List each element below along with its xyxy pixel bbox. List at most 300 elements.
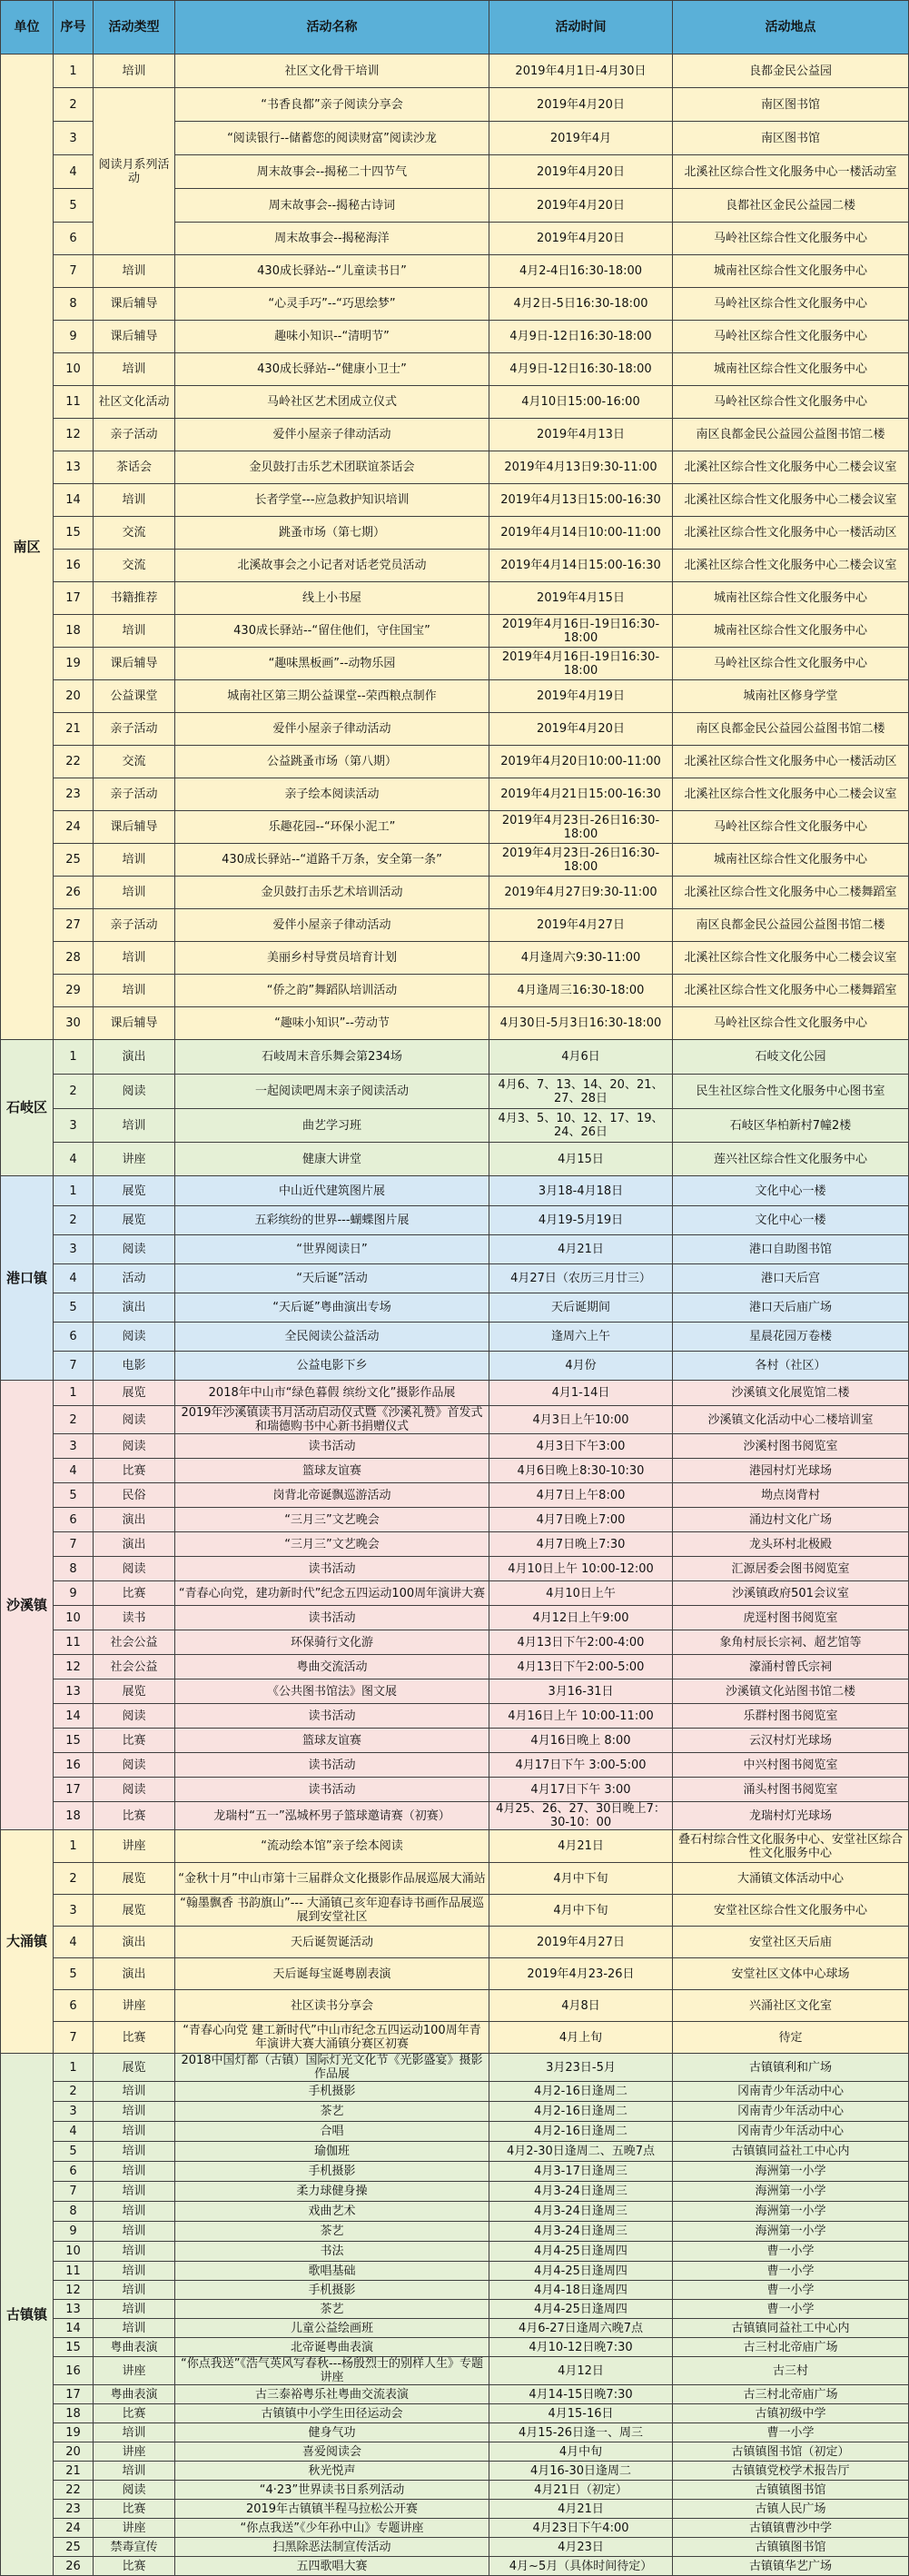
row-number-cell: 13 — [54, 451, 94, 484]
table-row — [1, 2357, 909, 2385]
activity-name-cell: 公益电影下乡 — [175, 1352, 489, 1381]
activity-location-cell: 南区良都金民公益园公益图书馆二楼 — [673, 713, 909, 746]
row-number-cell: 20 — [54, 2442, 94, 2462]
row-number-cell: 24 — [54, 2519, 94, 2538]
activity-name-cell: 430成长驿站--“健康小卫士” — [175, 353, 489, 386]
row-number-cell: 16 — [54, 1753, 94, 1778]
table-row — [1, 2262, 909, 2281]
activity-time-cell: 2019年4月14日10:00-11:00 — [489, 517, 673, 550]
activity-type-cell: 培训 — [94, 255, 175, 288]
activity-time-cell: 2019年4月27日9:30-11:00 — [489, 877, 673, 909]
row-number-cell: 12 — [54, 419, 94, 451]
activity-name-cell: “你点我送”《少年孙中山》专题讲座 — [175, 2519, 489, 2538]
activity-time-cell: 2019年4月20日 — [489, 713, 673, 746]
activity-name-cell: 岗背北帝诞飘巡游活动 — [175, 1483, 489, 1508]
activity-time-cell: 4月6日晚上8:30-10:30 — [489, 1459, 673, 1483]
activity-location-cell: 古镇镇华艺广场 — [673, 2557, 909, 2576]
row-number-cell: 15 — [54, 517, 94, 550]
activity-time-cell: 4月27日（农历三月廿三） — [489, 1264, 673, 1293]
row-number-cell: 3 — [54, 1895, 94, 1927]
activity-location-cell: 待定 — [673, 2022, 909, 2054]
row-number-cell: 16 — [54, 2357, 94, 2385]
activity-type-cell: 培训 — [94, 975, 175, 1007]
activity-location-cell: 海洲第一小学 — [673, 2222, 909, 2242]
row-number-cell: 1 — [54, 2054, 94, 2082]
activity-time-cell: 4月1-14日 — [489, 1381, 673, 1406]
row-number-cell: 9 — [54, 1581, 94, 1606]
activity-location-cell: 城南社区综合性文化服务中心 — [673, 615, 909, 648]
table-row — [1, 1176, 909, 1206]
activity-type-cell: 亲子活动 — [94, 419, 175, 451]
activity-time-cell: 2019年4月1日-4月30日 — [489, 54, 673, 88]
row-number-cell: 24 — [54, 811, 94, 844]
activity-name-cell: 2018中国灯都（古镇）国际灯光文化节《光影盛宴》摄影作品展 — [175, 2054, 489, 2082]
activity-time-cell: 4月6、7、13、14、20、21、27、28日 — [489, 1075, 673, 1109]
activity-time-cell: 4月21日（初定） — [489, 2481, 673, 2500]
activity-name-cell: 古镇镇中小学生田径运动会 — [175, 2404, 489, 2423]
row-number-cell: 21 — [54, 713, 94, 746]
table-row — [1, 2222, 909, 2242]
row-number-cell: 13 — [54, 1679, 94, 1704]
table-row — [1, 451, 909, 484]
row-number-cell: 4 — [54, 1264, 94, 1293]
activity-location-cell: 北溪社区综合性文化服务中心二楼会议室 — [673, 942, 909, 975]
row-number-cell: 1 — [54, 1040, 94, 1075]
activity-name-cell: “你点我送”《浩气英风写春秋---杨殷烈士的别样人生》专题讲座 — [175, 2357, 489, 2385]
row-number-cell: 26 — [54, 2557, 94, 2576]
activity-type-cell: 阅读 — [94, 1557, 175, 1581]
activity-type-cell: 亲子活动 — [94, 778, 175, 811]
activity-name-cell: 粤曲交流活动 — [175, 1655, 489, 1679]
row-number-cell: 5 — [54, 2142, 94, 2162]
activity-type-cell: 讲座 — [94, 2442, 175, 2462]
activity-location-cell: 冈南青少年活动中心 — [673, 2102, 909, 2122]
activity-time-cell: 4月中下旬 — [489, 1895, 673, 1927]
activity-name-cell: 合唱 — [175, 2122, 489, 2142]
activity-type-cell: 培训 — [94, 2242, 175, 2262]
activity-location-cell: 北溪社区综合性文化服务中心二楼会议室 — [673, 778, 909, 811]
row-number-cell: 2 — [54, 88, 94, 122]
activity-name-cell: 读书活动 — [175, 1434, 489, 1459]
activity-name-cell: 天后诞贺诞活动 — [175, 1927, 489, 1958]
activity-name-cell: “流动绘本馆”亲子绘本阅读 — [175, 1830, 489, 1863]
activity-location-cell: 古镇镇图书馆（初定） — [673, 2442, 909, 2462]
row-number-cell: 16 — [54, 550, 94, 582]
activity-type-cell: 演出 — [94, 1508, 175, 1532]
activity-location-cell: 港口自助图书馆 — [673, 1235, 909, 1264]
table-row — [1, 2082, 909, 2102]
activity-name-cell: “侨之韵”舞蹈队培训活动 — [175, 975, 489, 1007]
activity-location-cell: 莲兴社区综合性文化服务中心 — [673, 1143, 909, 1176]
table-row — [1, 1007, 909, 1040]
activity-type-cell: 社会公益 — [94, 1630, 175, 1655]
activity-time-cell: 4月10日上午 10:00-12:00 — [489, 1557, 673, 1581]
table-row — [1, 2281, 909, 2300]
activity-name-cell: 马岭社区艺术团成立仪式 — [175, 386, 489, 419]
activity-name-cell: 430成长驿站--“留住他们，守住国宝” — [175, 615, 489, 648]
activity-type-cell: 交流 — [94, 550, 175, 582]
activity-type-cell: 社会公益 — [94, 1655, 175, 1679]
activity-name-cell: 爱伴小屋亲子律动活动 — [175, 419, 489, 451]
row-number-cell: 1 — [54, 54, 94, 88]
activity-name-cell: 手机摄影 — [175, 2082, 489, 2102]
activity-type-cell: 阅读 — [94, 2481, 175, 2500]
activity-time-cell: 4月19-5月19日 — [489, 1206, 673, 1235]
row-number-cell: 18 — [54, 1802, 94, 1830]
activity-name-cell: 柔力球健身操 — [175, 2182, 489, 2202]
activity-time-cell: 2019年4月23日-26日16:30-18:00 — [489, 811, 673, 844]
row-number-cell: 9 — [54, 2222, 94, 2242]
row-number-cell: 26 — [54, 877, 94, 909]
row-number-cell: 7 — [54, 1352, 94, 1381]
activity-time-cell: 4月16日晚上 8:00 — [489, 1729, 673, 1753]
row-number-cell: 4 — [54, 1459, 94, 1483]
activity-name-cell: 环保骑行文化游 — [175, 1630, 489, 1655]
table-row — [1, 1729, 909, 1753]
activity-type-cell: 展览 — [94, 1679, 175, 1704]
activity-time-cell: 4月21日 — [489, 1235, 673, 1264]
activity-time-cell: 4月7日晚上7:00 — [489, 1508, 673, 1532]
activity-location-cell: 古镇镇同益社工中心内 — [673, 2142, 909, 2162]
table-row — [1, 942, 909, 975]
activity-type-cell: 演出 — [94, 1293, 175, 1323]
row-number-cell: 15 — [54, 1729, 94, 1753]
table-row — [1, 1557, 909, 1581]
activity-type-cell: 民俗 — [94, 1483, 175, 1508]
activity-time-cell: 2019年4月23日-26日16:30-18:00 — [489, 844, 673, 877]
activity-time-cell: 4月21日 — [489, 1830, 673, 1863]
activity-location-cell: 坳点岗背村 — [673, 1483, 909, 1508]
row-number-cell: 3 — [54, 2102, 94, 2122]
activity-location-cell: 文化中心一楼 — [673, 1206, 909, 1235]
table-row — [1, 1075, 909, 1109]
header-unit: 单位 — [1, 1, 54, 54]
activity-location-cell: 汇源居委会图书阅览室 — [673, 1557, 909, 1581]
table-row — [1, 1434, 909, 1459]
activity-type-cell: 茶话会 — [94, 451, 175, 484]
table-row — [1, 255, 909, 288]
table-row — [1, 2385, 909, 2404]
table-row — [1, 1143, 909, 1176]
activity-name-cell: 瑜伽班 — [175, 2142, 489, 2162]
activity-time-cell: 4月16日上午 10:00-11:00 — [489, 1704, 673, 1729]
activity-location-cell: 城南社区修身学堂 — [673, 680, 909, 713]
table-row — [1, 550, 909, 582]
activity-time-cell: 3月23日-5月 — [489, 2054, 673, 2082]
activity-type-cell: 培训 — [94, 2423, 175, 2442]
activity-name-cell: 公益跳蚤市场（第八期） — [175, 746, 489, 778]
activity-location-cell: 北溪社区综合性文化服务中心二楼舞蹈室 — [673, 877, 909, 909]
activity-type-cell: 阅读月系列活动 — [94, 88, 175, 255]
unit-cell: 古镇镇 — [1, 2054, 54, 2576]
activity-time-cell: 4月10日上午 — [489, 1581, 673, 1606]
activity-type-cell: 培训 — [94, 2222, 175, 2242]
activity-location-cell: 安堂社区综合性文化服务中心 — [673, 1895, 909, 1927]
unit-cell: 南区 — [1, 54, 54, 1040]
activity-type-cell: 阅读 — [94, 1778, 175, 1802]
activity-name-cell: 读书活动 — [175, 1557, 489, 1581]
activity-type-cell: 社区文化活动 — [94, 386, 175, 419]
table-row — [1, 746, 909, 778]
activity-name-cell: “天后诞”活动 — [175, 1264, 489, 1293]
row-number-cell: 7 — [54, 2022, 94, 2054]
table-row — [1, 353, 909, 386]
activity-time-cell: 4月7日上午8:00 — [489, 1483, 673, 1508]
table-row — [1, 648, 909, 680]
activity-time-cell: 4月2日-5日16:30-18:00 — [489, 288, 673, 321]
table-row — [1, 975, 909, 1007]
activity-time-cell: 4月4-25日逢周四 — [489, 2242, 673, 2262]
activity-type-cell: 课后辅导 — [94, 288, 175, 321]
activity-type-cell: 培训 — [94, 2162, 175, 2182]
row-number-cell: 21 — [54, 2462, 94, 2481]
activity-time-cell: 4月13日下午2:00-5:00 — [489, 1655, 673, 1679]
activity-time-cell: 4月17日下午 3:00 — [489, 1778, 673, 1802]
activity-time-cell: 4月4-25日逢周四 — [489, 2262, 673, 2281]
table-row — [1, 1323, 909, 1352]
table-row — [1, 1352, 909, 1381]
activity-time-cell: 4月份 — [489, 1352, 673, 1381]
row-number-cell: 3 — [54, 1109, 94, 1143]
activity-type-cell: 课后辅导 — [94, 1007, 175, 1040]
activity-type-cell: 培训 — [94, 844, 175, 877]
table-row — [1, 2538, 909, 2557]
table-row — [1, 1895, 909, 1927]
activity-name-cell: 《公共图书馆法》图文展 — [175, 1679, 489, 1704]
table-row — [1, 1459, 909, 1483]
activity-location-cell: 马岭社区综合性文化服务中心 — [673, 223, 909, 255]
activity-location-cell: 港口天后宫 — [673, 1264, 909, 1293]
activity-name-cell: 五四歌唱大赛 — [175, 2557, 489, 2576]
table-row — [1, 54, 909, 88]
row-number-cell: 6 — [54, 1508, 94, 1532]
activity-time-cell: 4月2-4日16:30-18:00 — [489, 255, 673, 288]
activity-name-cell: “世界阅读日” — [175, 1235, 489, 1264]
activity-location-cell: 海洲第一小学 — [673, 2202, 909, 2222]
header-row — [1, 1, 909, 54]
header-activity-name: 活动名称 — [175, 1, 489, 54]
activity-location-cell: 古三村北帝庙广场 — [673, 2385, 909, 2404]
table-row — [1, 2557, 909, 2576]
row-number-cell: 2 — [54, 1863, 94, 1895]
activity-name-cell: 书法 — [175, 2242, 489, 2262]
table-row — [1, 2338, 909, 2357]
row-number-cell: 2 — [54, 1075, 94, 1109]
header-activity-time: 活动时间 — [489, 1, 673, 54]
activity-location-cell: 乐群村图书阅览室 — [673, 1704, 909, 1729]
activity-time-cell: 4月12日上午9:00 — [489, 1606, 673, 1630]
activity-name-cell: 线上小书屋 — [175, 582, 489, 615]
activity-location-cell: 马岭社区综合性文化服务中心 — [673, 648, 909, 680]
row-number-cell: 17 — [54, 2385, 94, 2404]
row-number-cell: 10 — [54, 1606, 94, 1630]
activity-type-cell: 培训 — [94, 353, 175, 386]
row-number-cell: 4 — [54, 1143, 94, 1176]
table-row — [1, 1406, 909, 1434]
table-row — [1, 778, 909, 811]
table-row — [1, 680, 909, 713]
activity-location-cell: 北溪社区综合性文化服务中心一楼活动区 — [673, 517, 909, 550]
activity-name-cell: 社区读书分享会 — [175, 1990, 489, 2022]
activity-time-cell: 4月3、5、10、12、17、19、24、26日 — [489, 1109, 673, 1143]
activity-type-cell: 交流 — [94, 746, 175, 778]
activity-time-cell: 4月3-24日逢周三 — [489, 2222, 673, 2242]
activity-time-cell: 4月逢周三16:30-18:00 — [489, 975, 673, 1007]
activity-type-cell: 培训 — [94, 1109, 175, 1143]
table-row — [1, 517, 909, 550]
table-row — [1, 2022, 909, 2054]
activity-location-cell: 中兴村图书阅览室 — [673, 1753, 909, 1778]
table-row — [1, 2500, 909, 2519]
activity-location-cell: 涌边村文化广场 — [673, 1508, 909, 1532]
activity-type-cell: 电影 — [94, 1352, 175, 1381]
activity-name-cell: 儿童公益绘画班 — [175, 2319, 489, 2338]
activity-time-cell: 4月3日下午3:00 — [489, 1434, 673, 1459]
activity-location-cell: 涌头村图书阅览室 — [673, 1778, 909, 1802]
activity-name-cell: 全民阅读公益活动 — [175, 1323, 489, 1352]
row-number-cell: 1 — [54, 1176, 94, 1206]
row-number-cell: 22 — [54, 746, 94, 778]
header-activity-type: 活动类型 — [94, 1, 175, 54]
table-row — [1, 1532, 909, 1557]
activity-time-cell: 4月3-17日逢周三 — [489, 2162, 673, 2182]
activity-type-cell: 交流 — [94, 517, 175, 550]
activity-location-cell: 城南社区综合性文化服务中心 — [673, 582, 909, 615]
table-row — [1, 909, 909, 942]
unit-cell: 石岐区 — [1, 1040, 54, 1176]
activity-type-cell: 禁毒宣传 — [94, 2538, 175, 2557]
activity-name-cell: “心灵手巧”--“巧思绘梦” — [175, 288, 489, 321]
activity-time-cell: 2019年4月15日 — [489, 582, 673, 615]
row-number-cell: 20 — [54, 680, 94, 713]
row-number-cell: 17 — [54, 1778, 94, 1802]
activity-type-cell: 比赛 — [94, 1802, 175, 1830]
activity-location-cell: 北溪社区综合性文化服务中心二楼会议室 — [673, 451, 909, 484]
activity-type-cell: 粤曲表演 — [94, 2338, 175, 2357]
activity-name-cell: 美丽乡村导赏员培育计划 — [175, 942, 489, 975]
activity-location-cell: 北溪社区综合性文化服务中心一楼活动室 — [673, 155, 909, 189]
activity-name-cell: 读书活动 — [175, 1704, 489, 1729]
row-number-cell: 6 — [54, 1323, 94, 1352]
activity-name-cell: 篮球友谊赛 — [175, 1459, 489, 1483]
activity-location-cell: 沙溪镇文化站图书馆二楼 — [673, 1679, 909, 1704]
row-number-cell: 4 — [54, 155, 94, 189]
activity-time-cell: 4月4-18日逢周四 — [489, 2281, 673, 2300]
activity-name-cell: 金贝鼓打击乐艺术团联谊茶话会 — [175, 451, 489, 484]
activity-type-cell: 展览 — [94, 1206, 175, 1235]
row-number-cell: 4 — [54, 2122, 94, 2142]
activity-time-cell: 4月3日上午10:00 — [489, 1406, 673, 1434]
table-row — [1, 1679, 909, 1704]
activity-location-cell: 各村（社区） — [673, 1352, 909, 1381]
activity-name-cell: 秋光悦声 — [175, 2462, 489, 2481]
activity-time-cell: 4月15-26日逢一、周三 — [489, 2423, 673, 2442]
table-row — [1, 1927, 909, 1958]
header-number: 序号 — [54, 1, 94, 54]
activity-location-cell: 曹一小学 — [673, 2423, 909, 2442]
row-number-cell: 5 — [54, 189, 94, 223]
activity-name-cell: 长者学堂---应急救护知识培训 — [175, 484, 489, 517]
activity-name-cell: 中山近代建筑图片展 — [175, 1176, 489, 1206]
activity-location-cell: 古三村北帝庙广场 — [673, 2338, 909, 2357]
activity-time-cell: 2019年4月 — [489, 122, 673, 155]
row-number-cell: 18 — [54, 2404, 94, 2423]
activity-name-cell: 跳蚤市场（第七期） — [175, 517, 489, 550]
activity-name-cell: 一起阅读吧周末亲子阅读活动 — [175, 1075, 489, 1109]
table-row — [1, 1264, 909, 1293]
table-row — [1, 582, 909, 615]
row-number-cell: 19 — [54, 648, 94, 680]
activity-type-cell: 培训 — [94, 54, 175, 88]
activity-name-cell: 曲艺学习班 — [175, 1109, 489, 1143]
table-row — [1, 1704, 909, 1729]
unit-cell: 港口镇 — [1, 1176, 54, 1381]
activity-name-cell: 430成长驿站--“儿童读书日” — [175, 255, 489, 288]
activity-type-cell: 培训 — [94, 2300, 175, 2319]
activity-name-cell: 爱伴小屋亲子律动活动 — [175, 909, 489, 942]
activity-name-cell: “青春心向党，建功新时代”纪念五四运动100周年演讲大赛 — [175, 1581, 489, 1606]
activity-location-cell: 马岭社区综合性文化服务中心 — [673, 1007, 909, 1040]
activity-name-cell: 趣味小知识--“清明节” — [175, 321, 489, 353]
activity-name-cell: 茶艺 — [175, 2102, 489, 2122]
activity-name-cell: “4·23”世界读书日系列活动 — [175, 2481, 489, 2500]
activity-name-cell: “书香良都”亲子阅读分享会 — [175, 88, 489, 122]
activity-location-cell: 龙瑞村灯光球场 — [673, 1802, 909, 1830]
row-number-cell: 12 — [54, 1655, 94, 1679]
activity-name-cell: 健康大讲堂 — [175, 1143, 489, 1176]
row-number-cell: 5 — [54, 1958, 94, 1990]
activity-location-cell: 北溪社区综合性文化服务中心二楼会议室 — [673, 484, 909, 517]
activity-name-cell: 读书活动 — [175, 1606, 489, 1630]
activity-time-cell: 4月2-30日逢周二、五晚7点 — [489, 2142, 673, 2162]
row-number-cell: 7 — [54, 1532, 94, 1557]
row-number-cell: 29 — [54, 975, 94, 1007]
table-row — [1, 1655, 909, 1679]
row-number-cell: 13 — [54, 2300, 94, 2319]
activity-time-cell: 4月12日 — [489, 2357, 673, 2385]
table-row — [1, 2054, 909, 2082]
activity-type-cell: 阅读 — [94, 1235, 175, 1264]
row-number-cell: 6 — [54, 223, 94, 255]
activity-name-cell: 戏曲艺术 — [175, 2202, 489, 2222]
activity-type-cell: 展览 — [94, 1381, 175, 1406]
table-row — [1, 2142, 909, 2162]
activity-name-cell: 周末故事会--揭秘古诗词 — [175, 189, 489, 223]
activity-type-cell: 讲座 — [94, 1143, 175, 1176]
activity-name-cell: 金贝鼓打击乐艺术培训活动 — [175, 877, 489, 909]
table-row — [1, 2404, 909, 2423]
activity-name-cell: 天后诞每宝诞粤剧表演 — [175, 1958, 489, 1990]
activity-location-cell: 文化中心一楼 — [673, 1176, 909, 1206]
activity-location-cell: 云汉村灯光球场 — [673, 1729, 909, 1753]
activity-location-cell: 古镇镇党校学术报告厅 — [673, 2462, 909, 2481]
activity-type-cell: 亲子活动 — [94, 909, 175, 942]
activity-name-cell: 2019年沙溪镇读书月活动启动仪式暨《沙溪礼赞》首发式和瑞德购书中心新书捐赠仪式 — [175, 1406, 489, 1434]
activity-type-cell: 课后辅导 — [94, 811, 175, 844]
unit-cell: 沙溪镇 — [1, 1381, 54, 1830]
activity-location-cell: 海洲第一小学 — [673, 2162, 909, 2182]
activity-time-cell: 4月10日15:00-16:00 — [489, 386, 673, 419]
activity-time-cell: 4月15-16日 — [489, 2404, 673, 2423]
activity-location-cell: 古镇镇曹沙中学 — [673, 2519, 909, 2538]
activity-time-cell: 4月15日 — [489, 1143, 673, 1176]
activity-name-cell: “青春心向党 建工新时代”中山市纪念五四运动100周年青年演讲大赛大涌镇分赛区初赛 — [175, 2022, 489, 2054]
activity-type-cell: 活动 — [94, 1264, 175, 1293]
row-number-cell: 1 — [54, 1381, 94, 1406]
activity-type-cell: 展览 — [94, 1863, 175, 1895]
activity-type-cell: 演出 — [94, 1532, 175, 1557]
activity-type-cell: 阅读 — [94, 1323, 175, 1352]
